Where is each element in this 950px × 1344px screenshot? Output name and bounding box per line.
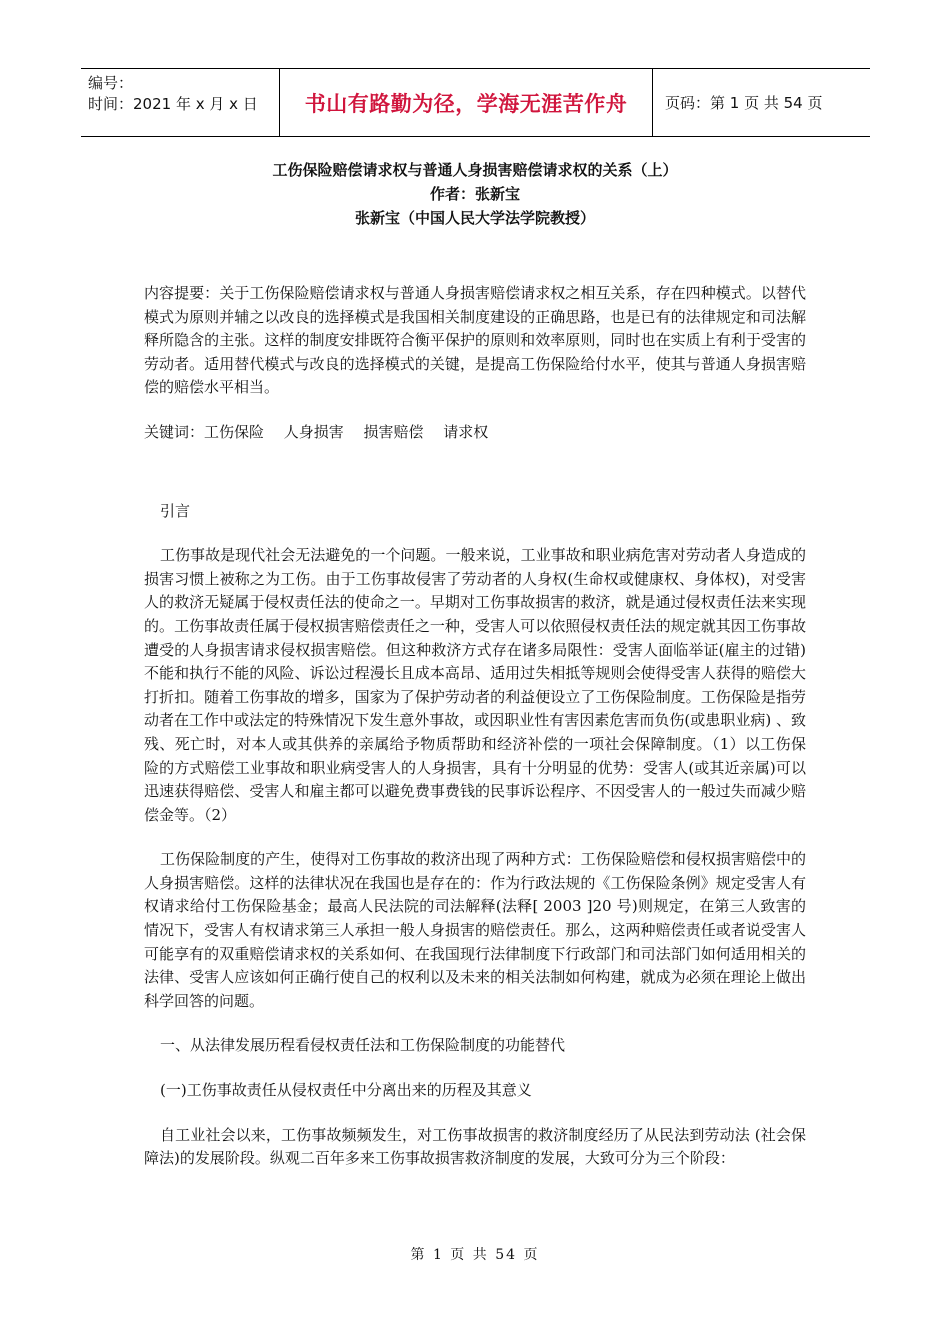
keywords-line: 关键词：工伤保险 人身损害 损害赔偿 请求权	[144, 422, 489, 441]
body-paragraph-3: 自工业社会以来，工伤事故频频发生，对工伤事故损害的救济制度经历了从民法到劳动法 (社会保障法)的发展阶段。纵观二百年多来工伤事故损害救济制度的发展，大致可分为三个阶段：	[144, 1125, 806, 1168]
author-line: 作者：张新宝	[429, 185, 520, 203]
page-info: 页码：第 1 页 共 54 页	[665, 94, 823, 112]
document-title: 工伤保险赔偿请求权与普通人身损害赔偿请求权的关系（上）	[272, 161, 678, 179]
header-meta-cell	[81, 69, 280, 136]
intro-heading: 引言	[160, 501, 191, 520]
header-table	[81, 68, 870, 137]
affiliation-line: 张新宝（中国人民大学法学院教授）	[354, 209, 595, 227]
abstract-paragraph: 内容提要：关于工伤保险赔偿请求权与普通人身损害赔偿请求权之相互关系，存在四种模式。以替代模式为原则并辅之以改良的选择模式是我国相关制度建设的正确思路，也是已有的法律规定和司法解释所隐含的主张。这样的制度安排既符合衡平保护的原则和效率原则，同时也在实质上有利于受害的劳动者。适用替代模式与改良的选择模式的关键，是提高工伤保险给付水平，使其与普通人身损害赔偿的赔偿水平相当。	[144, 284, 806, 397]
title-block	[0, 158, 950, 230]
code-label: 编号：	[88, 74, 134, 92]
header-motto-cell	[280, 69, 653, 136]
header-page-cell	[653, 69, 870, 136]
section-heading-1: 一、从法律发展历程看侵权责任法和工伤保险制度的功能替代	[160, 1036, 566, 1055]
date-label: 时间：2021 年 x 月 x 日	[88, 95, 258, 113]
document-body	[144, 282, 806, 1171]
body-paragraph-2: 工伤保险制度的产生，使得对工伤事故的救济出现了两种方式：工伤保险赔偿和侵权损害赔偿中的人身损害赔偿。这样的法律状况在我国也是存在的：作为行政法规的《工伤保险条例》规定受害人有权请求给付工伤保险基金；最高人民法院的司法解释(法释[ 2003 ]20 号)则规定，在第三人致害的情况下，受害人有权请求第三人承担一般人身损害的赔偿责任。那么，这两种赔偿责任或者说受害人可能享有的双重赔偿请求权的关系如何、在我国现行法律制度下行政部门和司法部门如何适用相关的法律、受害人应该如何正确行使自己的权利以及未来的相关法制如何构建，就成为必须在理论上做出科学回答的问题。	[144, 850, 806, 1010]
subsection-heading-1: (一)工伤事故责任从侵权责任中分离出来的历程及其意义	[160, 1081, 532, 1100]
motto-text: 书山有路勤为径，学海无涯苦作舟	[304, 91, 628, 116]
body-paragraph-1: 工伤事故是现代社会无法避免的一个问题。一般来说，工业事故和职业病危害对劳动者人身造成的损害习惯上被称之为工伤。由于工伤事故侵害了劳动者的人身权(生命权或健康权、身体权)，对受害人的救济无疑属于侵权责任法的使命之一。早期对工伤事故损害的救济，就是通过侵权责任法来实现的。工伤事故责任属于侵权损害赔偿责任之一种，受害人可以依照侵权责任法的规定就其因工伤事故遭受的人身损害请求侵权损害赔偿。但这种救济方式存在诸多局限性：受害人面临举证(雇主的过错)不能和执行不能的风险、诉讼过程漫长且成本高昂、适用过失相抵等规则会使得受害人获得的赔偿大打折扣。随着工伤事故的增多，国家为了保护劳动者的利益便设立了工伤保险制度。工伤保险是指劳动者在工作中或法定的特殊情况下发生意外事故，或因职业性有害因素危害而负伤(或患职业病) 、致残、死亡时，对本人或其供养的亲属给予物质帮助和经济补偿的一项社会保障制度。（1）以工伤保险的方式赔偿工业事故和职业病受害人的人身损害，具有十分明显的优势：受害人(或其近亲属)可以迅速获得赔偿、受害人和雇主都可以避免费事费钱的民事诉讼程序、不因受害人的一般过失而减少赔偿金等。（2）	[144, 546, 806, 824]
page-footer	[0, 1244, 950, 1264]
footer-page-number: 第 1 页 共 54 页	[410, 1247, 540, 1263]
